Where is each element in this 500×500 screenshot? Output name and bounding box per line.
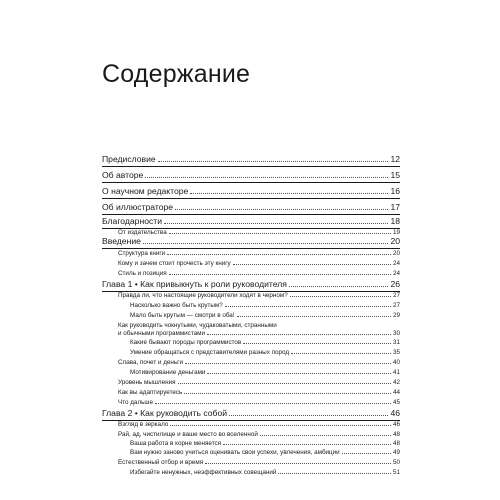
toc-entry-label: Предисловие <box>102 154 156 164</box>
toc-chapter-entry[interactable] <box>102 278 400 289</box>
toc-chapter-entry[interactable] <box>102 215 400 226</box>
toc-entry-page: 20 <box>390 236 400 246</box>
toc-section-entry[interactable] <box>130 301 400 309</box>
toc-entry-label: Мотивирование деньгами <box>130 369 206 376</box>
dot-leader <box>185 362 391 364</box>
toc-section-entry[interactable] <box>118 420 400 428</box>
toc-section-entry[interactable] <box>118 430 400 438</box>
toc-entry-label: Избегайте ненужных, неэффективных совещаний <box>130 469 277 476</box>
dot-leader <box>223 443 391 445</box>
toc-entry-page: 24 <box>392 270 400 277</box>
toc-entry-page: 46 <box>392 421 400 428</box>
toc-entry-label: Естественный отбор и время <box>118 459 204 466</box>
toc-entry-page: 31 <box>392 339 400 346</box>
dot-leader <box>225 305 391 307</box>
toc-section-entry[interactable] <box>130 439 400 447</box>
toc-entry-label: Правда ли, что настоящие руководители ходят в черном? <box>118 292 288 299</box>
toc-entry-label: Ваша работа в корне меняется <box>130 440 222 447</box>
dot-leader <box>342 452 391 454</box>
chapter-underline <box>102 182 400 183</box>
toc-section-entry[interactable] <box>130 311 400 319</box>
toc-section-entry[interactable] <box>118 269 400 277</box>
toc-entry-label: Мало быть крутым — смотри в оба! <box>130 312 235 319</box>
dot-leader <box>158 160 389 162</box>
toc-entry-page: 20 <box>392 250 400 257</box>
toc-section-entry[interactable] <box>130 468 400 476</box>
toc-chapter-entry[interactable] <box>102 169 400 180</box>
chapter-underline <box>102 166 400 167</box>
toc-chapter-entry[interactable] <box>102 235 400 246</box>
toc-entry-page: 27 <box>392 302 400 309</box>
toc-entry-label: Кому и зачем стоит прочесть эту книгу <box>118 260 231 267</box>
toc-chapter-entry[interactable] <box>102 185 400 196</box>
dot-leader <box>170 424 391 426</box>
dot-leader <box>207 333 391 335</box>
toc-entry-page: 51 <box>392 469 400 476</box>
toc-entry-label: Насколько важно быть крутым? <box>130 302 223 309</box>
toc-entry-label: и обычными программистами <box>118 330 205 337</box>
toc-entry-label: Стиль и позиция <box>118 270 167 277</box>
dot-leader <box>190 192 388 194</box>
toc-entry-page: 12 <box>390 154 400 164</box>
dot-leader <box>175 208 388 210</box>
toc-entry-page: 42 <box>392 379 400 386</box>
dot-leader <box>278 472 391 474</box>
toc-entry-page: 26 <box>390 279 400 289</box>
dot-leader <box>291 352 391 354</box>
toc-entry-label: Как руководить чокнутыми, чудаковатыми, странными <box>118 322 277 329</box>
toc-section-entry[interactable] <box>130 348 400 356</box>
dot-leader <box>167 253 391 255</box>
toc-entry-label: Умение обращаться с представителями разных пород <box>130 349 290 356</box>
toc-entry-label: Об иллюстраторе <box>102 202 174 212</box>
toc-chapter-entry[interactable] <box>102 201 400 212</box>
toc-entry-label: Об авторе <box>102 170 144 180</box>
page-title: Содержание <box>102 60 251 88</box>
toc-section-entry[interactable] <box>118 388 400 396</box>
toc-section-entry[interactable] <box>118 329 400 337</box>
toc-entry-page: 45 <box>392 399 400 406</box>
toc-entry-page: 49 <box>392 449 400 456</box>
toc-entry-page: 19 <box>392 229 400 236</box>
toc-entry-page: 16 <box>390 186 400 196</box>
toc-section-entry[interactable] <box>130 448 400 456</box>
dot-leader <box>164 222 388 224</box>
dot-leader <box>184 392 391 394</box>
toc-section-entry[interactable] <box>118 321 400 329</box>
chapter-underline <box>102 198 400 199</box>
dot-leader <box>178 382 391 384</box>
toc-entry-label: Рай, ад, чистилище и ваше место во вселенной <box>118 431 258 438</box>
toc-section-entry[interactable] <box>118 358 400 366</box>
dot-leader <box>237 315 391 317</box>
toc-section-entry[interactable] <box>118 458 400 466</box>
toc-entry-label: Уровень мышления <box>118 379 176 386</box>
dot-leader <box>207 372 391 374</box>
toc-entry-page: 48 <box>392 440 400 447</box>
dot-leader <box>145 176 388 178</box>
toc-entry-page: 24 <box>392 260 400 267</box>
toc-entry-label: Вам нужно заново учиться оценивать свои успехи, увлечения, амбиции <box>130 449 340 456</box>
toc-entry-page: 40 <box>392 359 400 366</box>
toc-entry-label: Как вы адаптируетесь <box>118 389 183 396</box>
toc-entry-page: 15 <box>390 170 400 180</box>
toc-entry-page: 50 <box>392 459 400 466</box>
dot-leader <box>233 263 391 265</box>
toc-entry-label: Взгляд в зеркало <box>118 421 169 428</box>
toc-entry-label: О научном редакторе <box>102 186 189 196</box>
dot-leader <box>289 285 389 287</box>
toc-section-entry[interactable] <box>118 291 400 299</box>
dot-leader <box>143 242 389 244</box>
toc-entry-page: 46 <box>390 408 400 418</box>
toc-section-entry[interactable] <box>118 378 400 386</box>
toc-chapter-entry[interactable] <box>102 153 400 164</box>
toc-entry-page: 29 <box>392 312 400 319</box>
toc-section-entry[interactable] <box>130 368 400 376</box>
toc-entry-label: Какие бывают породы программистов <box>130 339 242 346</box>
dot-leader <box>169 232 391 234</box>
toc-entry-page: 27 <box>392 292 400 299</box>
toc-section-entry[interactable] <box>118 259 400 267</box>
toc-section-entry[interactable] <box>118 398 400 406</box>
toc-entry-page: 30 <box>392 330 400 337</box>
toc-section-entry[interactable] <box>130 338 400 346</box>
toc-entry-label: Введение <box>102 236 141 246</box>
dot-leader <box>243 342 391 344</box>
toc-entry-label: Структура книги <box>118 250 166 257</box>
toc-entry-label: Что дальше <box>118 399 153 406</box>
toc-entry-page: 18 <box>390 216 400 226</box>
toc-entry-page: 41 <box>392 369 400 376</box>
toc-entry-label: Глава 1 • Как привыкнуть к роли руководителя <box>102 279 287 289</box>
dot-leader <box>155 402 391 404</box>
dot-leader <box>260 434 391 436</box>
toc-chapter-entry[interactable] <box>102 407 400 418</box>
toc-entry-label: Благодарности <box>102 216 163 226</box>
dot-leader <box>205 462 391 464</box>
dot-leader <box>169 273 391 275</box>
toc-entry-page: 35 <box>392 349 400 356</box>
toc-entry-page: 48 <box>392 431 400 438</box>
toc-entry-page: 17 <box>390 202 400 212</box>
toc-section-entry[interactable] <box>118 249 400 257</box>
toc-entry-page: 44 <box>392 389 400 396</box>
toc-entry-label: От издательства <box>118 229 167 236</box>
dot-leader <box>290 295 391 297</box>
toc-entry-label: Слава, почет и деньги <box>118 359 183 366</box>
toc-entry-label: Глава 2 • Как руководить собой <box>102 408 228 418</box>
dot-leader <box>229 414 388 416</box>
